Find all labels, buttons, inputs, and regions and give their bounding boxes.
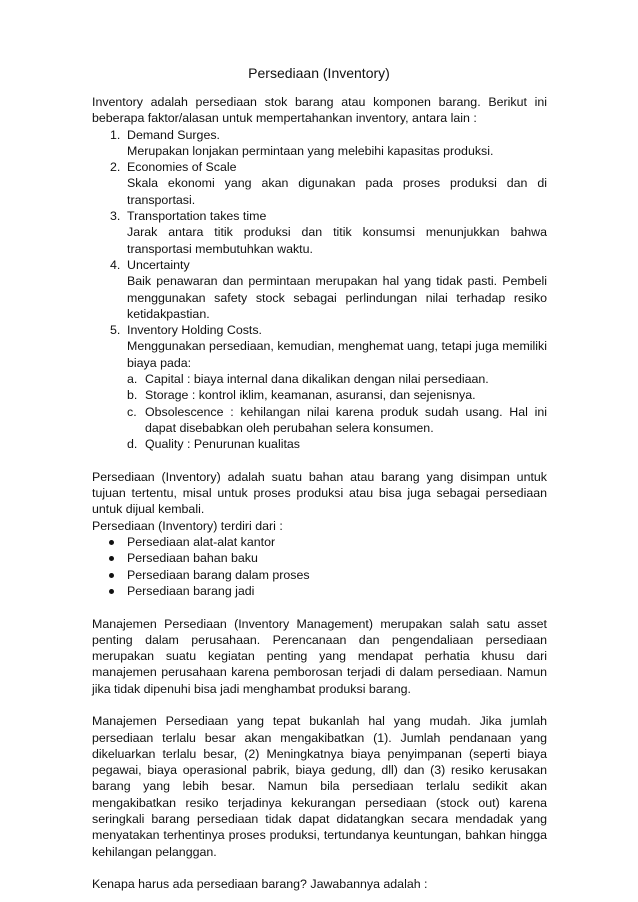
cost-text: Obsolescence : kehilangan nilai karena produk sudah usang. Hal ini dapat disebabkan oleh perubahan selera konsumen.	[145, 404, 547, 435]
reason-description: Skala ekonomi yang akan digunakan pada proses produksi dan di transportasi.	[127, 176, 547, 207]
cost-text: Quality : Penurunan kualitas	[145, 437, 300, 452]
list-letter: b.	[127, 388, 138, 403]
list-item	[92, 159, 547, 208]
reason-description: Jarak antara titik produksi dan titik konsumsi menunjukkan bahwa transportasi membutuhkan waktu.	[127, 225, 547, 256]
paragraph-spacer	[92, 860, 547, 876]
reason-description: Baik penawaran dan permintaan merupakan hal yang tidak pasti. Pembeli menggunakan safety stock sebagai perlindungan nilai terhadap resiko ketidakpastian.	[127, 274, 547, 321]
bullet-item: Persediaan barang dalam proses	[92, 567, 547, 583]
list-number: 2.	[110, 160, 121, 175]
list-item	[127, 436, 547, 452]
list-item	[92, 127, 547, 160]
holding-costs-list	[127, 371, 547, 452]
list-item	[127, 404, 547, 437]
reason-title: Inventory Holding Costs.	[127, 323, 262, 338]
types-intro: Persediaan (Inventory) terdiri dari :	[92, 518, 283, 533]
list-number: 5.	[110, 323, 121, 338]
reason-title: Economies of Scale	[127, 160, 237, 175]
list-item	[92, 322, 547, 452]
list-number: 3.	[110, 209, 121, 224]
bullet-item: Persediaan bahan baku	[92, 550, 547, 566]
list-item	[92, 208, 547, 257]
definition-paragraph: Persediaan (Inventory) adalah suatu bahan atau barang yang disimpan untuk tujuan tertentu, misal untuk proses produksi atau bisa juga sebagai persediaan untuk dijual kembali.	[92, 469, 547, 517]
list-number: 4.	[110, 257, 121, 272]
list-letter: d.	[127, 437, 138, 452]
bullet-item: Persediaan barang jadi	[92, 583, 547, 599]
list-number: 1.	[110, 127, 121, 142]
document-title: Persediaan (Inventory)	[248, 65, 390, 81]
cost-text: Capital : biaya internal dana dikalikan dengan nilai persediaan.	[145, 372, 489, 387]
paragraph-spacer	[92, 599, 547, 615]
challenges-paragraph: Manajemen Persediaan yang tepat bukanlah hal yang mudah. Jika jumlah persediaan terlalu besar akan mengakibatkan (1). Jumlah pendanaan yang dikeluarkan terlalu besar, (2) Meningkatnya biaya penyimpanan (seperti biaya pegawai, biaya operasional pabrik, biaya gedung, dll) dan (3) resiko kerusakan barang yang lebih besar. Namun bila persediaan terlalu sedikit akan mengakibatkan resiko terjadinya kekurangan persediaan (stock out) karena seringkali barang persediaan tidak dapat didatangkan secara mendadak yang menyatakan terhentinya proses produksi, tertundanya keuntungan, bahkan hingga kehilangan pelanggan.	[92, 714, 547, 859]
reasons-list	[92, 127, 547, 453]
management-paragraph: Manajemen Persediaan (Inventory Management) merupakan salah satu asset penting dalam perusahaan. Perencanaan dan pengendaliaan persediaan merupakan suatu kegiatan penting yang mendapat perhatia khusu dari manajemen perusahaan karena pemborosan terjadi di dalam persediaan. Namun jika tidak dipenuhi bisa jadi menghambat produksi barang.	[92, 616, 547, 696]
reason-title: Transportation takes time	[127, 209, 267, 224]
intro-paragraph: Inventory adalah persediaan stok barang atau komponen barang. Berikut ini beberapa faktor/alasan untuk mempertahankan inventory, antara lain :	[92, 95, 547, 126]
list-item	[92, 257, 547, 322]
reason-title: Demand Surges.	[127, 127, 220, 142]
reason-description: Menggunakan persediaan, kemudian, menghemat uang, tetapi juga memiliki biaya pada:	[127, 339, 547, 370]
list-item	[127, 387, 547, 403]
paragraph-spacer	[92, 453, 547, 469]
document-body	[92, 94, 547, 893]
question-paragraph: Kenapa harus ada persediaan barang? Jawabannya adalah :	[92, 877, 428, 892]
cost-text: Storage : kontrol iklim, keamanan, asuransi, dan sejenisnya.	[145, 388, 476, 403]
list-item	[127, 371, 547, 387]
paragraph-spacer	[92, 697, 547, 713]
list-letter: c.	[127, 404, 137, 419]
inventory-types-list	[92, 534, 547, 599]
reason-title: Uncertainty	[127, 257, 190, 272]
list-letter: a.	[127, 372, 138, 387]
bullet-item: Persediaan alat-alat kantor	[92, 534, 547, 550]
reason-description: Merupakan lonjakan permintaan yang melebihi kapasitas produksi.	[127, 143, 494, 158]
